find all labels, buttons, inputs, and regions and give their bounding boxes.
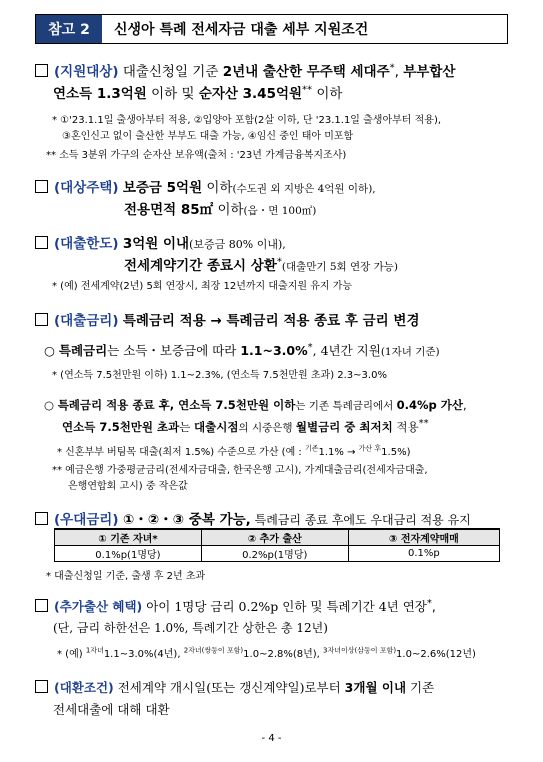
s6-c: , — [431, 599, 436, 614]
s1-text-g: 이하 및 — [146, 86, 199, 102]
table-cell: 0.1%p(1명당) — [55, 546, 202, 562]
s1-text-b: 2년내 출산한 무주택 세대주 — [222, 64, 390, 80]
s2-text-b: 이하 — [202, 180, 233, 196]
s4-o1-f: (1자녀 기준) — [380, 346, 440, 358]
table-header-cell: ③ 전자계약매매 — [348, 529, 499, 546]
s7-a: 전세계약 개시일(또는 갱신계약일)로부터 — [113, 680, 345, 695]
s6-line2: (단, 금리 하한선은 1.0%, 특례기간 상한은 총 12년) — [53, 621, 328, 635]
s4-o2-e: 연소득 7.5천만원 초과 — [62, 419, 180, 434]
preferential-rate-table — [54, 528, 500, 562]
checkbox-icon — [35, 680, 48, 693]
s1-mark2: ** — [302, 84, 313, 96]
s6-label: (추가출산 혜택) — [54, 599, 143, 614]
s4-o2-c: 0.4%p 가산 — [396, 398, 463, 412]
checkbox-icon — [35, 236, 48, 249]
s4-note1-c: 1.1% → — [318, 447, 359, 458]
s4-o2-g: 대출시점 — [194, 419, 239, 434]
table-header-cell: ② 추가 출산 — [201, 529, 348, 546]
s3-text-e: (대출만기 5회 연장 가능) — [281, 261, 399, 273]
s4-o1-e: , 4년간 지원 — [312, 343, 381, 358]
s4-o1-c: 1.1~3.0% — [240, 343, 308, 358]
s4-note1-d: 가산 후 — [358, 444, 382, 453]
s4-o1-a: 특례금리 — [58, 343, 108, 358]
s6-n6: 3자녀이상(삼둥이 포함) — [323, 646, 397, 655]
checkbox-icon — [35, 599, 48, 612]
s1-comma: , — [394, 64, 404, 80]
s3-mark: * — [276, 256, 282, 268]
checkbox-icon — [35, 180, 48, 193]
s4-o2-line1 — [44, 397, 467, 413]
header-tag: 참고 2 — [36, 15, 102, 43]
s4-o2-h: 의 시중은행 — [238, 421, 296, 434]
s1-text-a: 대출신청일 기준 — [122, 64, 223, 80]
s3-label: (대출한도) — [54, 236, 119, 252]
s4-note1-b: 기존 — [304, 444, 319, 453]
s2-text-c: (수도권 외 지방은 4억원 이하), — [232, 183, 376, 195]
s4-note1-a: * 신혼부부 버팀목 대출(최저 1.5%) 수준으로 가산 (예 : — [57, 447, 305, 458]
s5-note1: * 대출신청일 기준, 출생 후 2년 초과 — [46, 571, 206, 582]
s4-o2-note2: ** 예금은행 가중평균금리(전세자금대출, 한국은행 고시), 가계대출금리(전세자금대출, — [52, 465, 428, 476]
s1-text-j: 이하 — [312, 86, 343, 102]
table-header-cell: ① 기존 자녀* — [55, 529, 202, 546]
s1-text-e: 부부합산 — [403, 64, 456, 80]
s1-line2 — [53, 82, 342, 102]
checkbox-icon — [35, 512, 48, 525]
s3-line1 — [35, 232, 286, 252]
s6-n1: * (예) — [57, 649, 86, 660]
s4-o2-a: 특례금리 적용 종료 후, 연소득 7.5천만원 이하 — [57, 398, 296, 412]
s4-o2-note1 — [57, 443, 410, 458]
s6-n7: 1.0~2.6%(12년) — [396, 649, 476, 660]
s6-n2: 1자녀 — [85, 646, 104, 655]
s2-text-e: 이하 — [213, 202, 244, 218]
checkbox-icon — [35, 313, 48, 326]
s2-line1 — [35, 176, 376, 196]
s3-note1: * (예) 전세계약(2년) 5회 연장시, 최장 12년까지 대출지원 유지 가능 — [52, 281, 353, 292]
s1-line1 — [35, 60, 455, 80]
s7-b: 3개월 이내 — [344, 680, 407, 695]
s3-line2 — [124, 254, 398, 274]
bullet-circle-icon: ○ — [44, 398, 55, 412]
s6-n3: 1.1~3.0%(4년), — [103, 649, 184, 660]
s6-mark: * — [426, 597, 432, 609]
s5-line1 — [35, 508, 471, 528]
table-header-row — [55, 529, 500, 546]
s1-note2: ③혼인신고 없이 출산한 부부도 대출 가능, ④임신 중인 태아 미포함 — [62, 131, 354, 142]
s7-label: (대환조건) — [54, 680, 114, 695]
header-box — [35, 14, 508, 44]
s2-deposit: 보증금 5억원 — [122, 180, 203, 196]
s7-line2: 전세대출에 대해 대환 — [53, 702, 170, 717]
s6-a: 아이 1명당 금리 0.2%p 인하 및 특례기간 4년 연장 — [142, 599, 427, 614]
table-cell: 0.1%p — [348, 546, 499, 562]
s2-text-f: (읍・면 100㎡) — [243, 205, 317, 217]
s4-o2-b: 는 기존 특례금리에서 — [295, 400, 397, 412]
s3-limit: 3억원 이내 — [122, 236, 190, 252]
s4-o1-b: 는 소득・보증금에 따라 — [107, 343, 241, 358]
s6-n4: 2자녀(쌍둥이 포함) — [183, 646, 244, 655]
s1-mark: * — [389, 62, 395, 74]
s2-label: (대상주택) — [54, 180, 119, 196]
s4-o2-i: 월별금리 중 최저치 — [295, 419, 393, 434]
s4-o2-note3: 은행연합회 고시) 중 작은값 — [68, 481, 188, 492]
s4-line1 — [35, 309, 420, 329]
s7-line1 — [35, 678, 434, 696]
s7-c: 기존 — [406, 680, 435, 695]
s4-o1-mark: * — [307, 341, 313, 353]
s5-label: (우대금리) — [54, 512, 119, 528]
s4-o2-mark: ** — [418, 418, 429, 429]
s1-asset: 순자산 3.45억원 — [198, 86, 303, 102]
s2-line2 — [124, 198, 316, 218]
s1-label: (지원대상) — [54, 64, 119, 80]
s6-n5: 1.0~2.8%(8년), — [243, 649, 324, 660]
s3-repay: 전세계약기간 종료시 상환 — [124, 258, 277, 274]
bullet-circle-icon: ○ — [44, 343, 55, 358]
page-number: - 4 - — [261, 733, 282, 744]
s2-area: 전용면적 85㎡ — [124, 202, 214, 218]
s5-b: 특례금리 종료 후에도 우대금리 적용 유지 — [250, 513, 471, 527]
s4-o1-note: * (연소득 7.5천만원 이하) 1.1~2.3%, (연소득 7.5천만원 초과) 2.3~3.0% — [52, 370, 387, 381]
header-title: 신생아 특례 전세자금 대출 세부 지원조건 — [114, 22, 369, 38]
s6-note — [57, 645, 476, 660]
s1-note3: ** 소득 3분위 가구의 순자산 보유액(출처 : '23년 가계금융복지조사) — [46, 150, 347, 161]
s4-o2-f: 는 — [179, 419, 195, 434]
s4-o2-d: , — [463, 398, 467, 412]
s6-line1 — [35, 597, 436, 615]
s4-title: 특례금리 적용 → 특례금리 적용 종료 후 금리 변경 — [122, 313, 420, 329]
s4-o2-line2 — [62, 418, 429, 435]
s3-text-b: (보증금 80% 이내), — [189, 238, 286, 251]
table-row — [55, 546, 500, 562]
table-cell: 0.2%p(1명당) — [201, 546, 348, 562]
s4-o1 — [44, 341, 440, 359]
s5-a: ①・②・③ 중복 가능, — [122, 512, 251, 528]
s4-label: (대출금리) — [54, 313, 119, 329]
s4-o2-j: 적용 — [392, 419, 419, 434]
checkbox-icon — [35, 64, 48, 77]
s1-note1: * ①'23.1.1일 출생아부터 적용, ②입양아 포함(2살 이하, 단 '23.1.1일 출생아부터 적용), — [52, 115, 442, 126]
s1-income: 연소득 1.3억원 — [53, 86, 147, 102]
s4-note1-e: 1.5%) — [381, 447, 411, 458]
